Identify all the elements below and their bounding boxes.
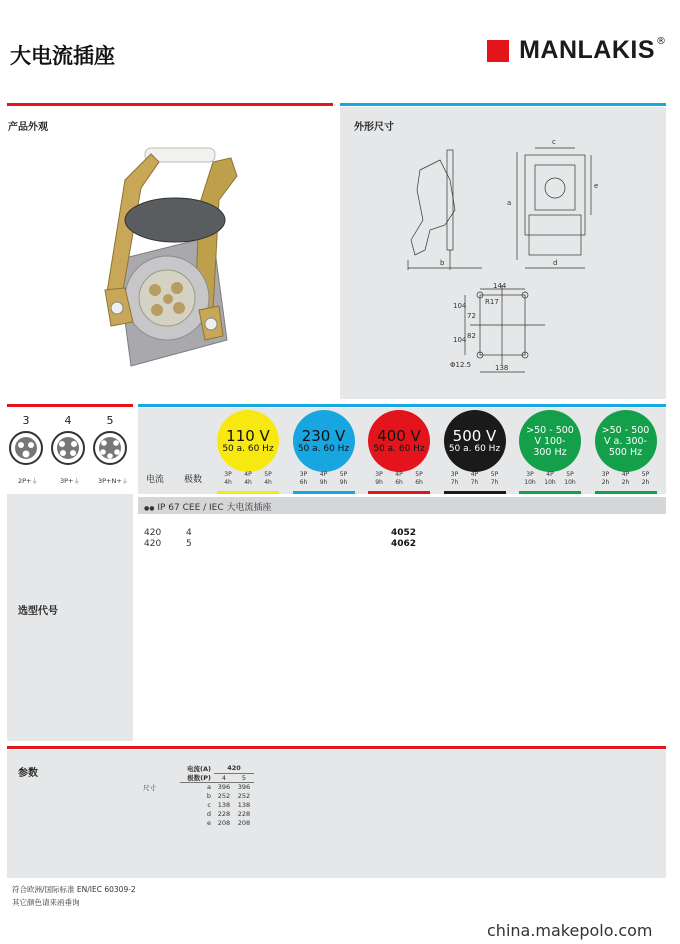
pin-sub-4: 3P+⏚: [60, 477, 81, 485]
pole-count: 3P: [601, 471, 610, 478]
pin-count-5: 5: [106, 414, 114, 427]
pole-count: 4P: [244, 471, 252, 478]
dim-label-c: c: [552, 138, 556, 146]
pin-count-3: 3: [22, 414, 30, 427]
pole-hour: 4h: [264, 479, 272, 486]
pole-label: [523, 471, 537, 487]
pole-count: 4P: [395, 471, 403, 478]
pole-hour: 6h: [395, 479, 403, 486]
pole-hour: 10h: [524, 479, 536, 486]
appearance-title: 产品外观: [8, 122, 48, 133]
pole-count: 4P: [319, 471, 328, 478]
page-title: 大电流插座: [10, 44, 115, 68]
dim-label-b: b: [440, 259, 445, 267]
pole-label: [317, 471, 331, 487]
dimension-title: 外形尺寸: [354, 122, 394, 133]
pole-hour: 7h: [470, 479, 479, 486]
poles-header: 极数: [184, 475, 203, 485]
pin-configurations: [8, 414, 134, 494]
pole-hour: 2h: [621, 479, 630, 486]
voltage-color-underline: [595, 491, 657, 494]
pole-label: [619, 471, 633, 487]
voltage-badge: [519, 410, 581, 472]
param-pole-4: 4: [214, 773, 234, 783]
row-1-current: 420: [144, 528, 162, 538]
pole-hour: 9h: [375, 479, 383, 486]
product-photo: [95, 140, 255, 380]
voltage-divider: [138, 404, 666, 407]
pole-label: [599, 471, 613, 487]
params-table: [140, 764, 254, 828]
pole-hour: 2h: [641, 479, 650, 486]
voltage-badge: [368, 410, 430, 472]
current-header: 电流: [146, 475, 165, 485]
pole-hour: 10h: [544, 479, 556, 486]
param-dim-value: 208: [217, 819, 231, 827]
pole-count: 4P: [470, 471, 479, 478]
voltage-frequency: 50 a. 60 Hz: [373, 443, 425, 454]
voltage-frequency: 50 a. 60 Hz: [297, 443, 350, 454]
row-1-poles: 4: [186, 528, 192, 538]
dimension-drawing: [395, 130, 645, 380]
dim-label-phi: Φ12.5: [450, 361, 472, 369]
pole-count: 3P: [526, 471, 534, 478]
param-current-value: 420: [214, 764, 254, 773]
pin-diagram-icons: [8, 428, 134, 468]
pole-count: 4P: [546, 471, 554, 478]
pole-hour: 7h: [490, 479, 499, 486]
pole-label: [468, 471, 482, 487]
pole-label: [297, 471, 311, 487]
voltage-color-underline: [444, 491, 506, 494]
param-dim-key: b: [206, 792, 211, 800]
voltage-color-underline: [293, 491, 355, 494]
pole-count: 3P: [375, 471, 383, 478]
voltage-value: 500 V: [452, 426, 497, 445]
param-dim-value: 138: [237, 801, 251, 809]
voltage-value: 400 V: [377, 426, 421, 445]
param-dim-value: 228: [237, 810, 251, 818]
param-dim-key: c: [207, 801, 211, 809]
param-size-label: 尺寸: [143, 783, 156, 792]
voltage-range: >50 - 500 V 100- 300 Hz: [526, 424, 574, 458]
param-pole-5: 5: [234, 773, 254, 783]
dim-label-104a: 104: [453, 302, 467, 310]
product-line-text: IP 67 CEE / IEC 大电流插座: [157, 503, 272, 513]
voltage-badge: [217, 410, 279, 472]
selection-label: 选型代号: [18, 606, 58, 617]
pole-count: 3P: [224, 471, 232, 478]
voltage-frequency: 50 a. 60 Hz: [222, 443, 274, 454]
pole-label: [392, 471, 406, 487]
voltage-value: 230 V: [301, 426, 346, 445]
pole-count: 3P: [450, 471, 459, 478]
watermark: china.makepolo.com: [487, 921, 653, 940]
params-divider: [7, 746, 666, 749]
pole-label: [639, 471, 653, 487]
dim-label-104b: 104: [453, 336, 467, 344]
pole-hour: 4h: [244, 479, 252, 486]
voltage-value: 110 V: [226, 426, 270, 445]
dim-label-144: 144: [493, 282, 507, 290]
pole-count: 5P: [264, 471, 272, 478]
voltage-frequency: 50 a. 60 Hz: [448, 443, 501, 454]
voltage-color-underline: [519, 491, 581, 494]
row-2-poles: 5: [186, 539, 192, 549]
param-dim-value: 252: [237, 792, 251, 800]
pole-hour: 10h: [564, 479, 576, 486]
voltage-badge: [444, 410, 506, 472]
param-dim-key: e: [207, 819, 211, 827]
param-dim-value: 396: [217, 783, 231, 792]
pole-hour: 6h: [415, 479, 423, 486]
pole-label: [372, 471, 386, 487]
pole-label: [563, 471, 577, 487]
section-divider-red: [7, 103, 333, 106]
pole-hour: 7h: [450, 479, 459, 486]
dim-label-138: 138: [495, 364, 509, 372]
param-dim-key: d: [206, 810, 211, 818]
pole-label: [448, 471, 462, 487]
pole-hour: 6h: [299, 479, 308, 486]
pin-sub-3: 2P+⏚: [18, 477, 39, 485]
param-current-label: 电流(A): [187, 765, 211, 773]
dim-label-a: a: [507, 199, 512, 207]
pole-hour: 9h: [339, 479, 348, 486]
footer-standard: 符合欧洲/国际标准 EN/IEC 60309-2: [12, 885, 136, 894]
params-title: 参数: [18, 768, 38, 779]
product-line-title: [144, 500, 272, 513]
voltage-color-underline: [217, 491, 279, 494]
pin-count-4: 4: [64, 414, 72, 427]
section-divider-blue: [340, 103, 666, 106]
pole-label: [241, 471, 255, 487]
registered-mark: ®: [656, 36, 666, 47]
dim-label-d: d: [553, 259, 558, 267]
pole-count: 5P: [339, 471, 348, 478]
pole-label: [337, 471, 351, 487]
voltage-color-underline: [368, 491, 430, 494]
row-1-code: 4052: [391, 528, 417, 538]
brand-square-icon: [487, 40, 509, 62]
bullet-icon: ●●: [144, 505, 155, 512]
param-poles-label: 极数(P): [180, 773, 214, 783]
dim-label-r17: R17: [485, 298, 499, 306]
voltage-badge: [595, 410, 657, 472]
param-dim-value: 208: [237, 819, 251, 827]
pole-count: 4P: [621, 471, 630, 478]
pole-label: [543, 471, 557, 487]
pole-label: [221, 471, 235, 487]
voltage-badge: [293, 410, 355, 472]
dim-label-72: 72: [467, 312, 476, 320]
pole-count: 5P: [566, 471, 574, 478]
param-dim-value: 252: [217, 792, 231, 800]
row-2-current: 420: [144, 539, 162, 549]
param-dim-value: 396: [237, 783, 251, 792]
pole-hour: 2h: [601, 479, 610, 486]
param-dim-value: 228: [217, 810, 231, 818]
pole-hour: 9h: [319, 479, 328, 486]
pole-count: 3P: [299, 471, 308, 478]
brand-name: MANLAKIS: [519, 36, 655, 64]
dim-label-e: e: [594, 182, 599, 190]
pin-sub-5: 3P+N+⏚: [98, 477, 129, 485]
pole-hour: 4h: [224, 479, 232, 486]
footer-color-note: 其它颜色请来函垂询: [12, 898, 80, 907]
pole-label: [488, 471, 502, 487]
pole-count: 5P: [641, 471, 650, 478]
pole-count: 5P: [490, 471, 499, 478]
pins-divider: [7, 404, 133, 407]
pole-label: [261, 471, 275, 487]
params-panel: [7, 750, 666, 878]
brand-logo: [487, 36, 666, 65]
param-dim-value: 138: [217, 801, 231, 809]
selection-side-panel: [7, 494, 133, 741]
param-dim-key: a: [207, 783, 211, 792]
pole-label: [412, 471, 426, 487]
dim-label-82: 82: [467, 332, 476, 340]
voltage-range: >50 - 500 V a. 300- 500 Hz: [601, 424, 650, 458]
pole-count: 5P: [415, 471, 423, 478]
row-2-code: 4062: [391, 539, 417, 549]
